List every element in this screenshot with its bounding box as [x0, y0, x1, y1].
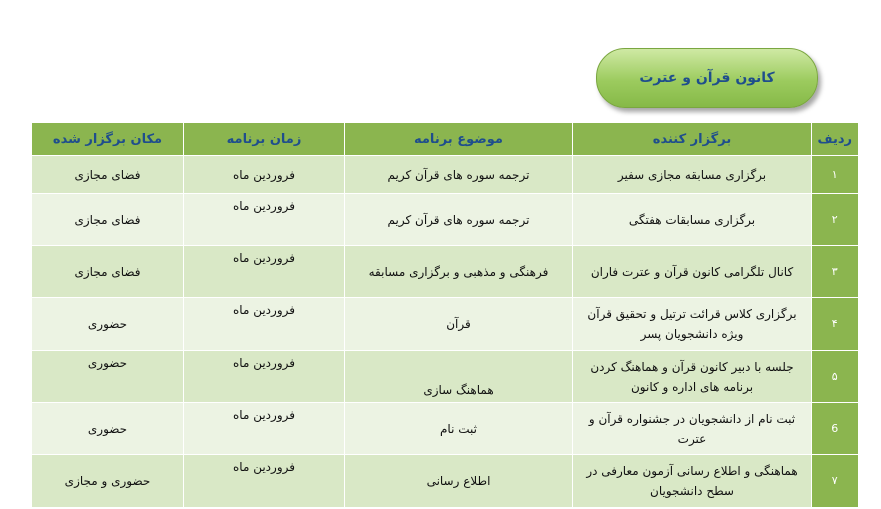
- cell-organizer: برگزاری مسابقه مجازی سفیر: [573, 156, 812, 194]
- cell-topic: فرهنگی و مذهبی و برگزاری مسابقه: [345, 246, 573, 298]
- table-row: [32, 403, 858, 455]
- table-row: [32, 351, 858, 403]
- cell-topic: ترجمه سوره های قرآن کریم: [345, 194, 573, 246]
- cell-place: فضای مجازی: [32, 194, 184, 246]
- row-number: ۷: [812, 455, 858, 507]
- cell-topic: هماهنگ سازی: [345, 351, 573, 403]
- cell-organizer: برگزاری مسابقات هفتگی: [573, 194, 812, 246]
- cell-organizer: ثبت نام از دانشجویان در جشنواره قرآن و عترت: [573, 403, 812, 455]
- table-row: [32, 156, 858, 194]
- row-number: ۲: [812, 194, 858, 246]
- cell-topic: قرآن: [345, 298, 573, 351]
- cell-time: فروردین ماه: [184, 351, 345, 403]
- cell-place: فضای مجازی: [32, 156, 184, 194]
- header-place: مکان برگزار شده: [32, 123, 184, 156]
- cell-time: فروردین ماه: [184, 156, 345, 194]
- table-row: [32, 298, 858, 351]
- header-row-number: ردیف: [812, 123, 858, 156]
- cell-organizer: جلسه با دبیر کانون قرآن و هماهنگ کردن برنامه های اداره و کانون: [573, 351, 812, 403]
- header-topic: موضوع برنامه: [345, 123, 573, 156]
- row-number: 6: [812, 403, 858, 455]
- table-header-row: [32, 123, 858, 156]
- cell-time: فروردین ماه: [184, 403, 345, 455]
- page-title: کانون قرآن و عترت: [596, 48, 818, 108]
- cell-time: فروردین ماه: [184, 298, 345, 351]
- row-number: ۴: [812, 298, 858, 351]
- cell-time: فروردین ماه: [184, 246, 345, 298]
- row-number: ۱: [812, 156, 858, 194]
- cell-place: فضای مجازی: [32, 246, 184, 298]
- cell-organizer: برگزاری کلاس قرائت ترتیل و تحقیق قرآن ویژه دانشجویان پسر: [573, 298, 812, 351]
- table-row: [32, 455, 858, 507]
- cell-time: فروردین ماه: [184, 455, 345, 507]
- row-number: ۳: [812, 246, 858, 298]
- cell-place: حضوری و مجازی: [32, 455, 184, 507]
- cell-time: فروردین ماه: [184, 194, 345, 246]
- table-row: [32, 246, 858, 298]
- cell-place: حضوری: [32, 403, 184, 455]
- header-time: زمان برنامه: [184, 123, 345, 156]
- table-row: [32, 194, 858, 246]
- header-organizer: برگزار کننده: [573, 123, 812, 156]
- cell-organizer: هماهنگی و اطلاع رسانی آزمون معارفی در سطح دانشجویان: [573, 455, 812, 507]
- cell-topic: ثبت نام: [345, 403, 573, 455]
- cell-organizer: کانال تلگرامی کانون قرآن و عترت فاران: [573, 246, 812, 298]
- cell-place: حضوری: [32, 298, 184, 351]
- cell-topic: ترجمه سوره های قرآن کریم: [345, 156, 573, 194]
- schedule-table: [31, 123, 858, 507]
- cell-topic: اطلاع رسانی: [345, 455, 573, 507]
- cell-place: حضوری: [32, 351, 184, 403]
- row-number: ۵: [812, 351, 858, 403]
